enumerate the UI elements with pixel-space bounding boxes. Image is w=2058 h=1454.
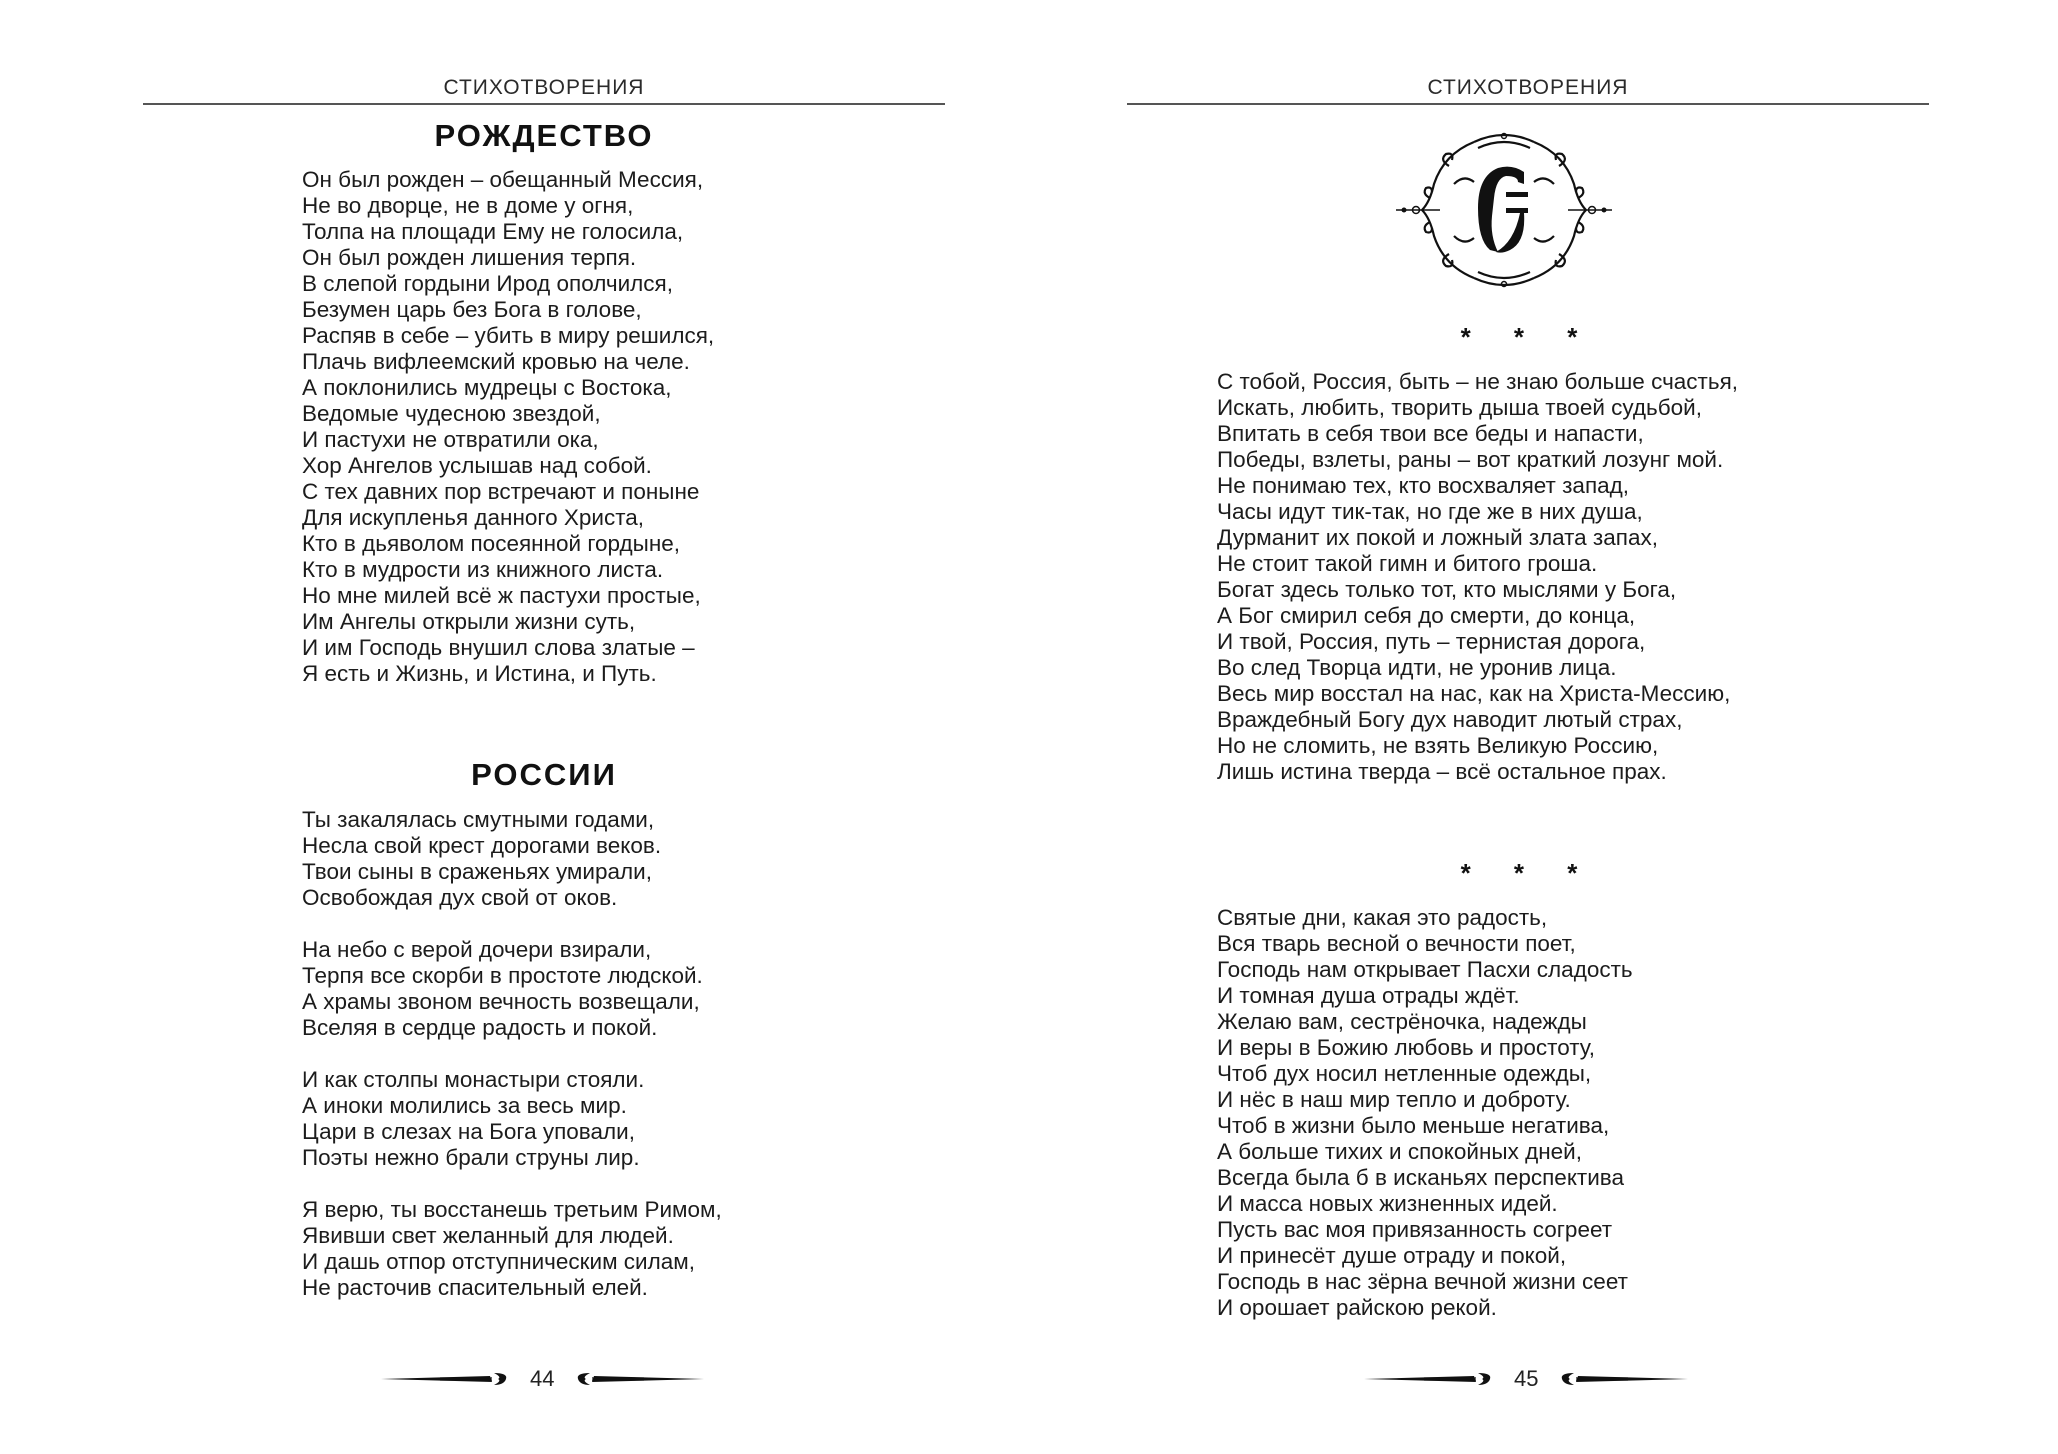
poem-line: Твои сыны в сраженьях умирали, [302,859,652,884]
poem-line: Часы идут тик-так, но где же в них душа, [1217,499,1643,524]
poem-line: Чтоб в жизни было меньше негатива, [1217,1113,1610,1138]
poem-line: Ведомые чудесною звездой, [302,401,601,426]
poem-line: А больше тихих и спокойных дней, [1217,1139,1582,1164]
poem-line: Вся тварь весной о вечности поет, [1217,931,1576,956]
poem-line: Я есть и Жизнь, и Истина, и Путь. [302,661,657,686]
poem-line: Хор Ангелов услышав над собой. [302,453,652,478]
page-number: 45 [1514,1366,1539,1391]
poem-line: Лишь истина тверда – всё остальное прах. [1217,759,1667,784]
page-folio [1364,1366,1688,1392]
poem-line: А храмы звоном вечность возвещали, [302,989,700,1014]
poem-line: Не стоит такой гимн и битого гроша. [1217,551,1598,576]
ornamental-initial-emblem-icon [1394,124,1614,296]
header-rule [143,103,945,105]
poem-line: Я верю, ты восстанешь третьим Римом, [302,1197,722,1222]
poem-stanza [1217,905,1633,1321]
poem-line: Дурманит их покой и ложный злата запах, [1217,525,1658,550]
poem-line: Враждебный Богу дух наводит лютый страх, [1217,707,1683,732]
poem-title: РОССИИ [471,757,617,792]
poem-line: Терпя все скорби в простоте людской. [302,963,703,988]
poem-line: С тобой, Россия, быть – не знаю больше счастья, [1217,369,1739,394]
poem-line: Несла свой крест дорогами веков. [302,833,662,858]
header-rule [1127,103,1929,105]
poem-line: Он был рожден – обещанный Мессия, [302,167,704,192]
running-head: СТИХОТВОРЕНИЯ [1427,76,1629,99]
poem-line: Не расточив спасительный елей. [302,1275,648,1300]
poem-line: Кто в дьяволом посеянной гордыне, [302,531,681,556]
poem-line: Поэты нежно брали струны лир. [302,1145,640,1170]
poem-line: Не во дворце, не в доме у огня, [302,193,634,218]
poem-stanza [302,1067,644,1171]
folio-ornament-left-icon [380,1369,520,1389]
poem-line: Во след Творца идти, не уронив лица. [1217,655,1617,680]
poem-line: И томная душа отрады ждёт. [1217,983,1520,1008]
poem-stanza [302,937,703,1041]
poem-line: Всегда была б в исканьях перспектива [1217,1165,1624,1190]
poem-line: И нёс в наш мир тепло и доброту. [1217,1087,1571,1112]
poem-line: Богат здесь только тот, кто мыслями у Бога, [1217,577,1677,602]
poem-line: Вселяя в сердце радость и покой. [302,1015,658,1040]
poem-line: Толпа на площади Ему не голосила, [302,219,684,244]
poem-line: С тех давних пор встречают и поныне [302,479,700,504]
folio-ornament-right-icon [564,1369,704,1389]
page-number: 44 [530,1366,555,1391]
poem-line: В слепой гордыни Ирод ополчился, [302,271,673,296]
poem-line: И веры в Божию любовь и простоту, [1217,1035,1596,1060]
poem-line: Святые дни, какая это радость, [1217,905,1548,930]
poem-line: Кто в мудрости из книжного листа. [302,557,664,582]
poem-line: А поклонились мудрецы с Востока, [302,375,672,400]
poem-line: Явивши свет желанный для людей. [302,1223,674,1248]
poem-line: Цари в слезах на Бога уповали, [302,1119,635,1144]
poem-line: И дашь отпор отступническим силам, [302,1249,695,1274]
poem-stanza [1217,369,1738,785]
poem-line: Чтоб дух носил нетленные одежды, [1217,1061,1592,1086]
poem-line: Но мне милей всё ж пастухи простые, [302,583,701,608]
page-folio [380,1366,704,1392]
poem-line: А иноки молились за весь мир. [302,1093,627,1118]
poem-line: Искать, любить, творить дыша твоей судьбой, [1217,395,1702,420]
poem-line: Распяв в себе – убить в миру решился, [302,323,715,348]
poem-line: И пастухи не отвратили ока, [302,427,599,452]
poem-line: Весь мир восстал на нас, как на Христа-Мессию, [1217,681,1731,706]
poem-line: Для искупленья данного Христа, [302,505,645,530]
poem-line: Господь нам открывает Пасхи сладость [1217,957,1633,982]
poem-line: И масса новых жизненных идей. [1217,1191,1558,1216]
running-head: СТИХОТВОРЕНИЯ [443,76,645,99]
poem-stanza [302,167,714,687]
poem-line: Безумен царь без Бога в голове, [302,297,642,322]
poem-line: Плачь вифлеемский кровью на челе. [302,349,690,374]
section-separator-asterisks: * * * [1460,322,1596,352]
poem-line: Он был рожден лишения терпя. [302,245,637,270]
poem-line: Но не сломить, не взять Великую Россию, [1217,733,1659,758]
poem-line: А Бог смирил себя до смерти, до конца, [1217,603,1636,628]
poem-line: И как столпы монастыри стояли. [302,1067,645,1092]
poem-line: Пусть вас моя привязанность согреет [1217,1217,1613,1242]
poem-line: Ты закалялась смутными годами, [302,807,655,832]
poem-line: И твой, Россия, путь – тернистая дорога, [1217,629,1646,654]
poem-line: На небо с верой дочери взирали, [302,937,652,962]
poem-line: И им Господь внушил слова златые – [302,635,695,660]
poem-line: И принесёт душе отраду и покой, [1217,1243,1567,1268]
poem-line: Им Ангелы открыли жизни суть, [302,609,636,634]
poem-stanza [302,1197,722,1301]
folio-ornament-left-icon [1364,1369,1504,1389]
poem-line: Впитать в себя твои все беды и напасти, [1217,421,1644,446]
poem-title: РОЖДЕСТВО [434,118,654,153]
poem-line: И орошает райскою рекой. [1217,1295,1497,1320]
poem-line: Победы, взлеты, раны – вот краткий лозунг мой. [1217,447,1724,472]
section-separator-asterisks: * * * [1460,858,1596,888]
right-page [1029,0,2058,1454]
poem-stanza [302,807,661,911]
folio-ornament-right-icon [1548,1369,1688,1389]
poem-line: Желаю вам, сестрёночка, надежды [1217,1009,1587,1034]
poem-line: Господь в нас зёрна вечной жизни сеет [1217,1269,1628,1294]
poem-line: Освобождая дух свой от оков. [302,885,618,910]
poem-line: Не понимаю тех, кто восхваляет запад, [1217,473,1630,498]
